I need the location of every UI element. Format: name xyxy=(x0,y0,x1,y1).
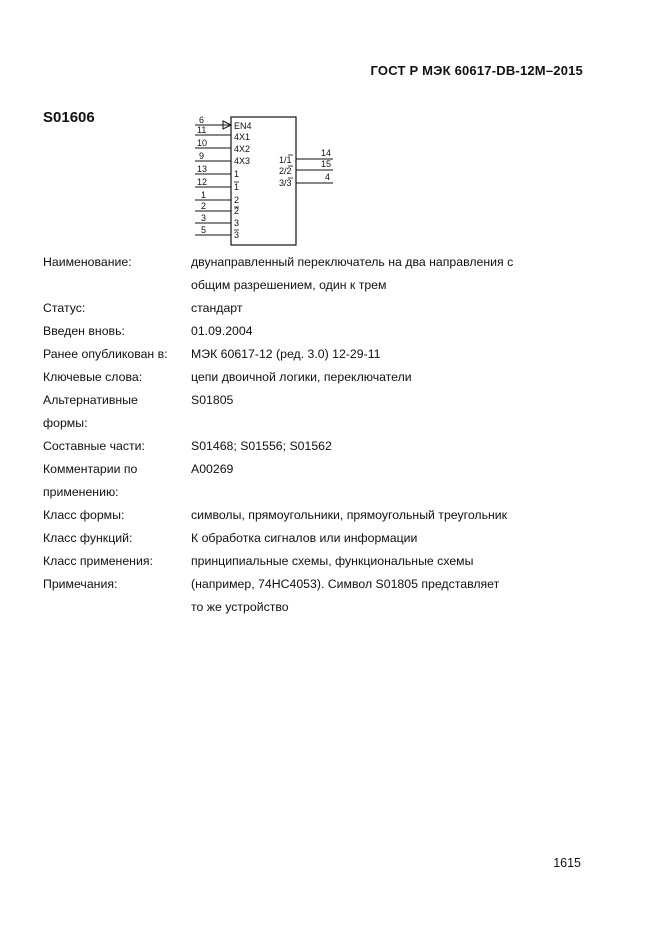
pin-label: 1/1 xyxy=(279,155,292,165)
field-row xyxy=(43,504,603,527)
field-label: Наименование: xyxy=(43,255,132,269)
field-value: A00269 xyxy=(191,462,234,476)
field-row xyxy=(43,550,603,573)
page-number: 1615 xyxy=(553,856,581,870)
field-label: Класс функций: xyxy=(43,531,133,545)
field-row xyxy=(43,366,603,389)
field-label: Статус: xyxy=(43,301,86,315)
field-row xyxy=(43,527,603,550)
field-row xyxy=(43,458,603,504)
field-row xyxy=(43,573,603,619)
field-value: то же устройство xyxy=(191,600,289,614)
pin-label: 2 xyxy=(234,195,240,205)
pin-label: 1 xyxy=(234,169,240,179)
pin-number: 5 xyxy=(201,225,207,235)
pin-number: 12 xyxy=(197,177,208,187)
properties-list xyxy=(43,251,603,619)
field-label: Альтернативные xyxy=(43,393,138,407)
pin-label: 4X2 xyxy=(234,144,251,154)
field-label: Составные части: xyxy=(43,439,145,453)
field-value: S01468; S01556; S01562 xyxy=(191,439,332,453)
field-label: Введен вновь: xyxy=(43,324,125,338)
pin-label: 3/3 xyxy=(279,178,292,188)
field-row xyxy=(43,343,603,366)
field-value: цепи двоичной логики, переключатели xyxy=(191,370,412,384)
pin-number: 6 xyxy=(199,115,205,125)
pin-label: 3 xyxy=(234,218,240,228)
field-label: формы: xyxy=(43,416,88,430)
pin-label: EN4 xyxy=(234,121,252,131)
pin-number: 4 xyxy=(325,172,331,182)
pin-label: 4X1 xyxy=(234,132,251,142)
logic-symbol-diagram xyxy=(193,113,343,247)
pin-number: 14 xyxy=(321,148,332,158)
pin-label: 3 xyxy=(234,230,240,240)
field-value: 01.09.2004 xyxy=(191,324,253,338)
field-row xyxy=(43,389,603,435)
pin-number: 11 xyxy=(197,125,207,135)
pin-number: 13 xyxy=(197,164,208,174)
field-row xyxy=(43,435,603,458)
pin-number: 10 xyxy=(197,138,208,148)
field-label: Ранее опубликован в: xyxy=(43,347,168,361)
pin-label: 2 xyxy=(234,206,240,216)
field-label: Комментарии по xyxy=(43,462,138,476)
field-label: Класс применения: xyxy=(43,554,153,568)
field-value: S01805 xyxy=(191,393,234,407)
field-value: К обработка сигналов или информации xyxy=(191,531,418,545)
field-label: Примечания: xyxy=(43,577,118,591)
field-value: символы, прямоугольники, прямоугольный треугольник xyxy=(191,508,508,522)
field-value: стандарт xyxy=(191,301,243,315)
field-value: общим разрешением, один к трем xyxy=(191,278,387,292)
document-header: ГОСТ Р МЭК 60617-DB-12M–2015 xyxy=(370,63,583,78)
field-value: (например, 74HC4053). Символ S01805 представляет xyxy=(191,577,500,591)
field-value: двунаправленный переключатель на два направления с xyxy=(191,255,514,269)
field-row xyxy=(43,297,603,320)
pin-number: 15 xyxy=(321,159,332,169)
pin-label: 1 xyxy=(234,182,240,192)
field-label: Ключевые слова: xyxy=(43,370,143,384)
field-value: принципиальные схемы, функциональные схемы xyxy=(191,554,474,568)
field-value: МЭК 60617-12 (ред. 3.0) 12-29-11 xyxy=(191,347,381,361)
field-row xyxy=(43,251,603,297)
pin-label: 4X3 xyxy=(234,156,251,166)
pin-label: 2/2 xyxy=(279,166,292,176)
pin-number: 1 xyxy=(201,190,207,200)
pin-number: 2 xyxy=(201,201,207,211)
field-label: применению: xyxy=(43,485,119,499)
symbol-id: S01606 xyxy=(43,109,95,126)
pin-number: 3 xyxy=(201,213,207,223)
field-row xyxy=(43,320,603,343)
field-label: Класс формы: xyxy=(43,508,125,522)
pin-number: 9 xyxy=(199,151,205,161)
